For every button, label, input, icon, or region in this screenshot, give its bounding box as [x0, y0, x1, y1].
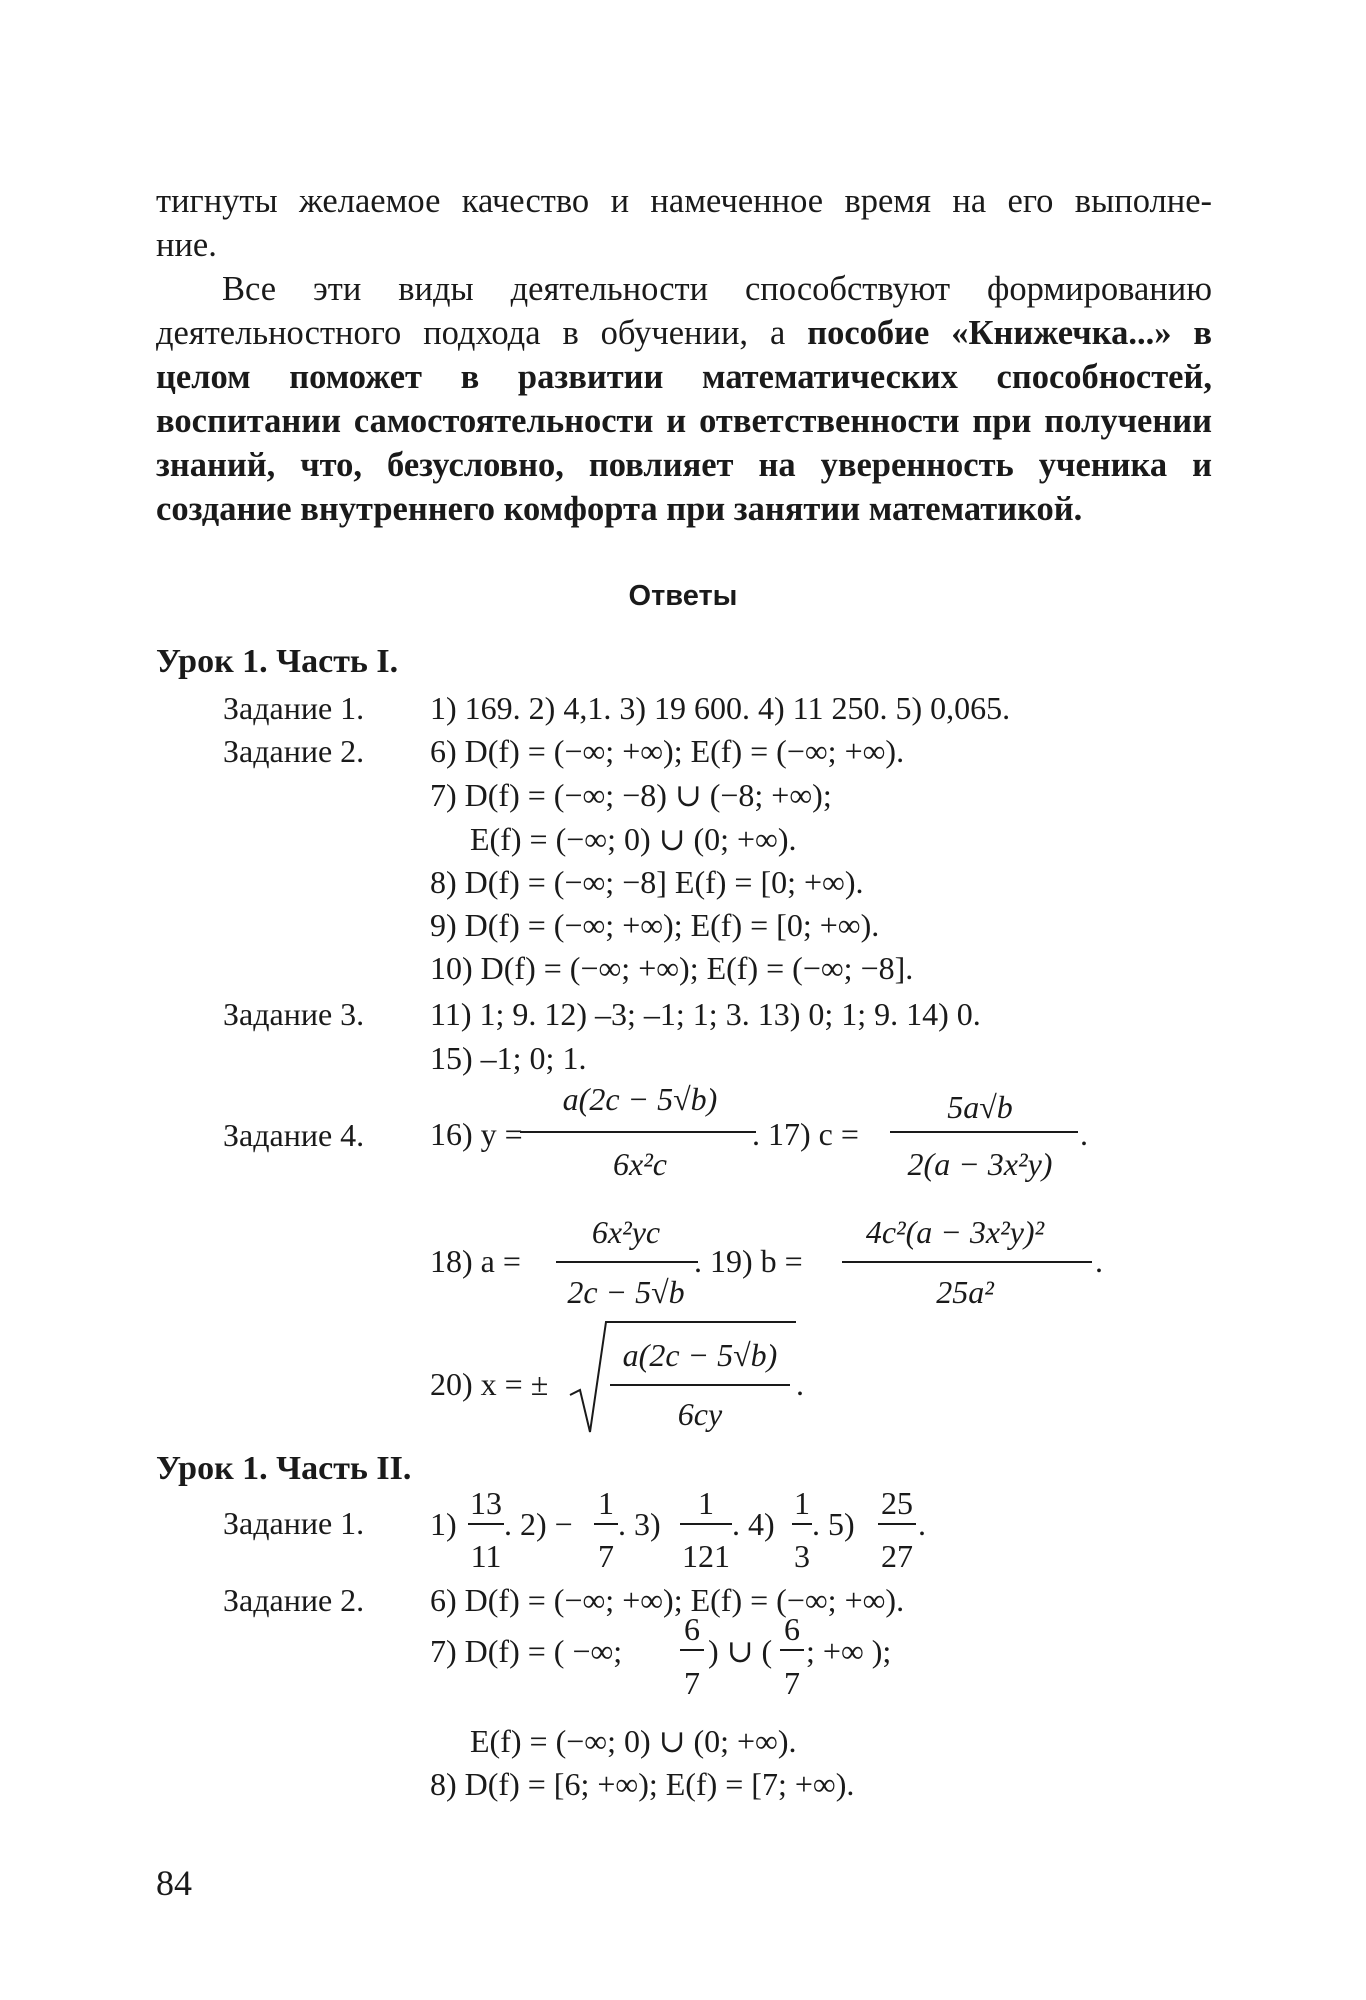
l2-task2-label: Задание 2.: [223, 1582, 365, 1618]
l1-task2-line-2: 7) D(f) = (−∞; −8) ∪ (−8; +∞);: [430, 777, 832, 813]
l2-t2-l2-frac1-den: 7: [684, 1665, 700, 1701]
frac2-den: 7: [598, 1538, 614, 1574]
lesson1-part2-title: Урок 1. Часть II.: [156, 1450, 412, 1487]
page-number: 84: [156, 1863, 192, 1903]
frac2-prefix: . 2) −: [504, 1506, 573, 1542]
f18-numerator: 6x²yc: [591, 1214, 661, 1250]
f17-prefix: . 17) c =: [752, 1116, 859, 1152]
intro-paragraph-1: [156, 179, 1212, 267]
intro-line-2: ние.: [156, 226, 217, 264]
l2-t2-l2-prefix: 7) D(f) = ( −∞;: [430, 1633, 623, 1669]
intro-paragraph-2: [156, 267, 1212, 531]
f19-period: .: [1095, 1243, 1103, 1279]
frac3-prefix: . 3): [618, 1506, 661, 1542]
l2-t2-l2-union: ) ∪ (: [708, 1633, 773, 1669]
frac4-prefix: . 4): [732, 1506, 775, 1542]
f19-numerator: 4c²(a − 3x²y)²: [865, 1214, 1045, 1250]
f17-denominator: 2(a − 3x²y): [907, 1146, 1053, 1182]
l2-task1-label: Задание 1.: [223, 1505, 365, 1541]
f16-prefix: 16) y =: [430, 1116, 523, 1152]
frac4-den: 3: [794, 1538, 810, 1574]
frac5-prefix: . 5): [812, 1506, 855, 1542]
frac1-prefix: 1): [430, 1506, 457, 1542]
l2-t2-l2-frac2-den: 7: [784, 1665, 800, 1701]
l2-task2-line-1: 6) D(f) = (−∞; +∞); E(f) = (−∞; +∞).: [430, 1582, 905, 1618]
frac2-num: 1: [598, 1485, 614, 1521]
frac5-period: .: [918, 1506, 926, 1542]
f20-radical-sign: [570, 1322, 796, 1432]
intro-text-plain: Все эти виды деятельности способствуют формированию деятельностного подхода в обучении, а: [156, 270, 1212, 352]
l1-task3-label: Задание 3.: [223, 996, 365, 1032]
l2-t2-l2-suffix: ; +∞ );: [806, 1633, 892, 1669]
l1-task2-line-5: 9) D(f) = (−∞; +∞); E(f) = [0; +∞).: [430, 907, 880, 943]
f20-numerator: a(2c − 5√b): [622, 1337, 778, 1373]
l1-task1-answer: 1) 169. 2) 4,1. 3) 19 600. 4) 11 250. 5) 0,065.: [430, 690, 1011, 726]
f17-period: .: [1080, 1116, 1088, 1152]
f20-prefix: 20) x = ±: [430, 1366, 549, 1402]
l1-task3-line-2: 15) –1; 0; 1.: [430, 1040, 587, 1076]
l1-task3-line-1: 11) 1; 9. 12) –3; –1; 1; 3. 13) 0; 1; 9. 14) 0.: [430, 996, 981, 1032]
f20-period: .: [796, 1366, 804, 1402]
frac5-den: 27: [881, 1538, 913, 1574]
l1-task2-line-6: 10) D(f) = (−∞; +∞); E(f) = (−∞; −8].: [430, 950, 914, 986]
l1-task2-line-1: 6) D(f) = (−∞; +∞); E(f) = (−∞; +∞).: [430, 733, 905, 769]
intro-line-1: тигнуты желаемое качество и намеченное время на его выполне-: [156, 182, 1212, 220]
f19-denominator: 25a²: [936, 1274, 994, 1310]
frac3-num: 1: [698, 1485, 714, 1521]
f16-numerator: a(2c − 5√b): [562, 1081, 718, 1117]
f16-denominator: 6x²c: [613, 1146, 667, 1182]
l1-task2-label: Задание 2.: [223, 733, 365, 769]
f18-prefix: 18) a =: [430, 1243, 521, 1279]
l2-t2-l2-frac2-num: 6: [784, 1611, 800, 1647]
f17-numerator: 5a√b: [947, 1089, 1013, 1125]
l1-task4-label: Задание 4.: [223, 1117, 365, 1153]
frac4-num: 1: [794, 1485, 810, 1521]
intro-text-bold: пособие «Книжечка...» в целом поможет в развитии математических способностей, воспитании самостоятельности и ответственности при получении знаний, что, безусловно, повлияет на уверенность ученика и создание внутреннего комфорта при занятии математикой.: [156, 314, 1212, 528]
f19-prefix: . 19) b =: [694, 1243, 803, 1279]
frac1-den: 11: [470, 1538, 502, 1574]
l1-task2-line-4: 8) D(f) = (−∞; −8] E(f) = [0; +∞).: [430, 864, 864, 900]
answers-heading: Ответы: [628, 580, 738, 612]
l1-task2-line-3: E(f) = (−∞; 0) ∪ (0; +∞).: [470, 821, 797, 857]
frac3-den: 121: [682, 1538, 730, 1574]
l2-t2-l2-frac1-num: 6: [684, 1611, 700, 1647]
lesson1-part1-title: Урок 1. Часть I.: [156, 643, 399, 680]
l2-task2-line-4: 8) D(f) = [6; +∞); E(f) = [7; +∞).: [430, 1766, 855, 1802]
f18-denominator: 2c − 5√b: [567, 1274, 685, 1310]
frac5-num: 25: [881, 1485, 913, 1521]
l1-task1-label: Задание 1.: [223, 690, 365, 726]
f20-denominator: 6cy: [677, 1396, 723, 1432]
frac1-num: 13: [470, 1485, 502, 1521]
l2-task2-line-3: E(f) = (−∞; 0) ∪ (0; +∞).: [470, 1723, 797, 1759]
